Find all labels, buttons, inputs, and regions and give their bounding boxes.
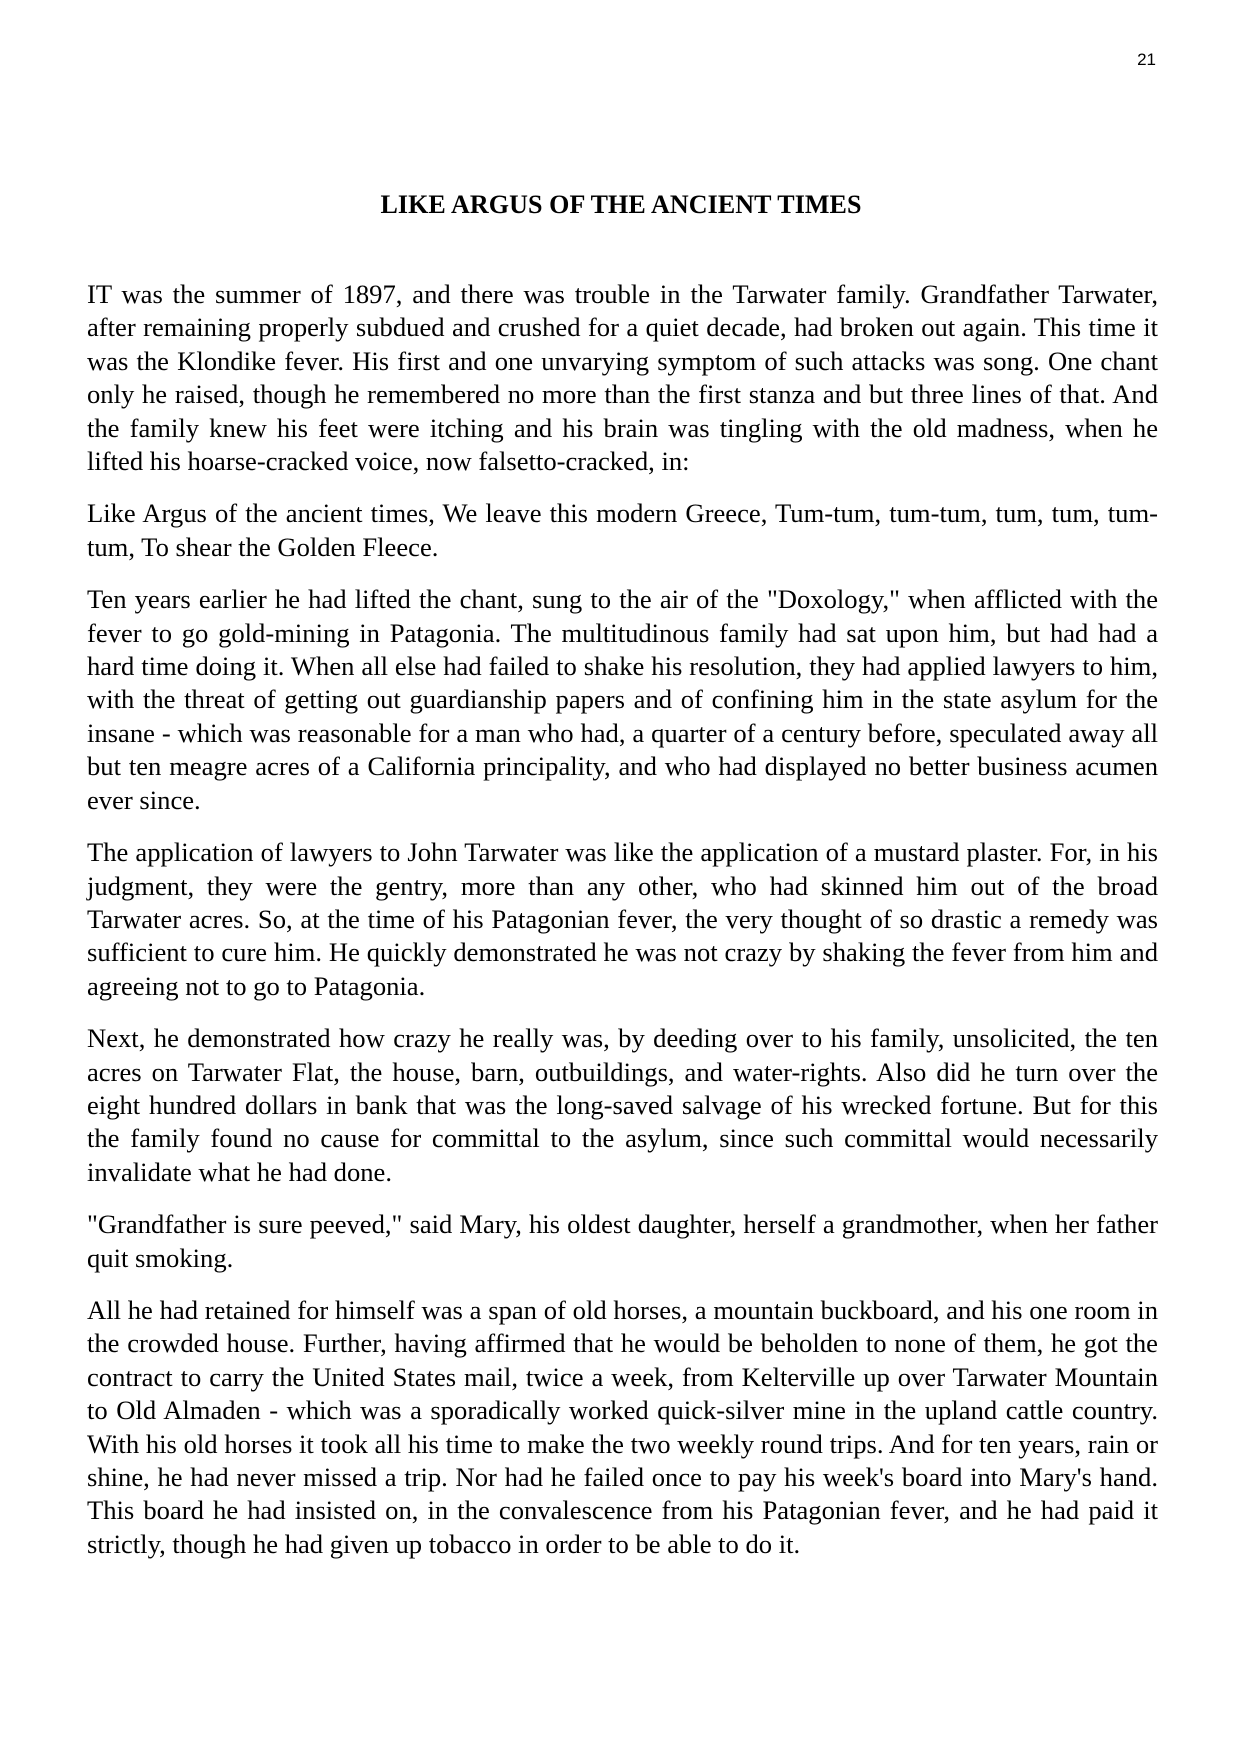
paragraph-3: Ten years earlier he had lifted the chant, sung to the air of the "Doxology," when afflicted with the fever to go gold-mining in Patagonia. The multitudinous family had sat upon him, but had had a hard time doing it. When all else had failed to shake his resolution, they had applied lawyers to him, with the threat of getting out guardianship papers and of confining him in the state asylum for the insane - which was reasonable for a man who had, a quarter of a century before, speculated away all but ten meagre acres of a California principality, and who had displayed no better business acumen ever since. [87, 584, 1158, 815]
paragraph-2: Like Argus of the ancient times, We leave this modern Greece, Tum-tum, tum-tum, tum, tum, tum-tum, To shear the Golden Fleece. [87, 498, 1158, 562]
page-number: 21 [1137, 50, 1156, 69]
paragraph-6: "Grandfather is sure peeved," said Mary, his oldest daughter, herself a grandmother, when her father quit smoking. [87, 1209, 1158, 1273]
paragraph-5: Next, he demonstrated how crazy he really was, by deeding over to his family, unsolicited, the ten acres on Tarwater Flat, the house, barn, outbuildings, and water-rights. Also did he turn over the eight hundred dollars in bank that was the long-saved salvage of his wrecked fortune. But for this the family found no cause for committal to the asylum, since such committal would necessarily invalidate what he had done. [87, 1023, 1158, 1187]
paragraph-1: IT was the summer of 1897, and there was trouble in the Tarwater family. Grandfather Tarwater, after remaining properly subdued and crushed for a quiet decade, had broken out again. This time it was the Klondike fever. His first and one unvarying symptom of such attacks was song. One chant only he raised, though he remembered no more than the first stanza and but three lines of that. And the family knew his feet were itching and his brain was tingling with the old madness, when he lifted his hoarse-cracked voice, now falsetto-cracked, in: [87, 279, 1158, 477]
paragraph-7: All he had retained for himself was a span of old horses, a mountain buckboard, and his one room in the crowded house. Further, having affirmed that he would be beholden to none of them, he got the contract to carry the United States mail, twice a week, from Kelterville up over Tarwater Mountain to Old Almaden - which was a sporadically worked quick-silver mine in the upland cattle country. With his old horses it took all his time to make the two weekly round trips. And for ten years, rain or shine, he had never missed a trip. Nor had he failed once to pay his week's board into Mary's hand. This board he had insisted on, in the convalescence from his Patagonian fever, and he had paid it strictly, though he had given up tobacco in order to be able to do it. [87, 1294, 1158, 1559]
paragraph-4: The application of lawyers to John Tarwater was like the application of a mustard plaster. For, in his judgment, they were the gentry, more than any other, who had skinned him out of the broad Tarwater acres. So, at the time of his Patagonian fever, the very thought of so drastic a remedy was sufficient to cure him. He quickly demonstrated he was not crazy by shaking the fever from him and agreeing not to go to Patagonia. [87, 837, 1158, 1001]
chapter-body [87, 278, 1158, 1580]
chapter-title: LIKE ARGUS OF THE ANCIENT TIMES [380, 190, 862, 219]
